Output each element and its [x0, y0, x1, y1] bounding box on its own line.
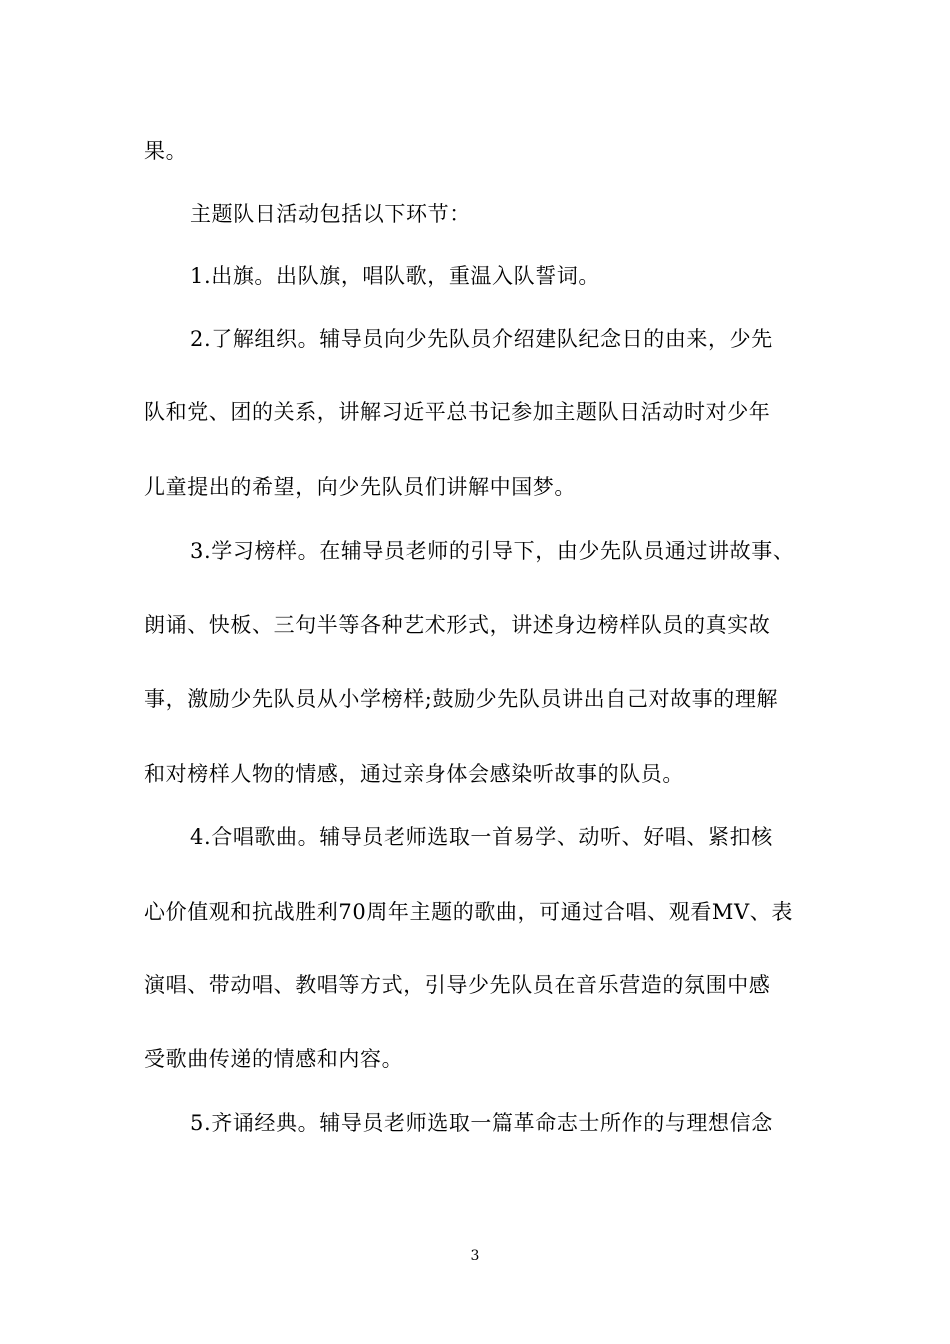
text-line: 队和党、团的关系，讲解习近平总书记参加主题队日活动时对少年 [144, 400, 771, 424]
text-line: 朗诵、快板、三句半等各种艺术形式，讲述身边榜样队员的真实故 [144, 613, 771, 637]
text-line: 3.学习榜样。在辅导员老师的引导下，由少先队员通过讲故事、 [190, 539, 795, 563]
text-line: 演唱、带动唱、教唱等方式，引导少先队员在音乐营造的氛围中感 [144, 973, 771, 997]
text-line: 1.出旗。出队旗，唱队歌，重温入队誓词。 [190, 264, 601, 288]
text-line: 受歌曲传递的情感和内容。 [144, 1047, 404, 1071]
text-line: 心价值观和抗战胜利70周年主题的歌曲，可通过合唱、观看MV、表 [144, 900, 793, 924]
page-number: 3 [470, 1248, 480, 1264]
text-line: 儿童提出的希望，向少先队员们讲解中国梦。 [144, 475, 576, 499]
text-line: 果。 [144, 139, 188, 163]
text-line: 事，激励少先队员从小学榜样;鼓励少先队员讲出自己对故事的理解 [144, 687, 779, 711]
text-line: 5.齐诵经典。辅导员老师选取一篇革命志士所作的与理想信念 [190, 1111, 773, 1135]
text-line: 主题队日活动包括以下环节： [190, 202, 471, 226]
text-line: 和对榜样人物的情感，通过亲身体会感染听故事的队员。 [144, 762, 684, 786]
text-line: 2.了解组织。辅导员向少先队员介绍建队纪念日的由来，少先 [190, 327, 773, 351]
text-line: 4.合唱歌曲。辅导员老师选取一首易学、动听、好唱、紧扣核 [190, 825, 773, 849]
